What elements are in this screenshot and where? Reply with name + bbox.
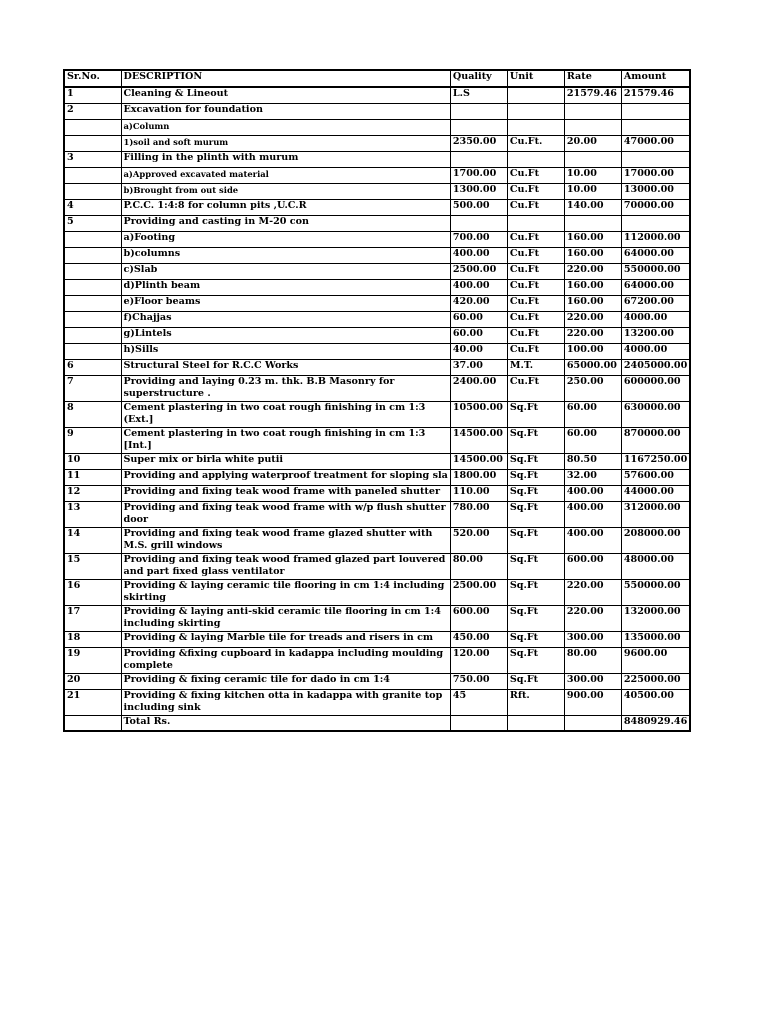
table-row — [64, 469, 690, 485]
table-row — [64, 553, 690, 579]
cell-description: g)Lintels — [121, 327, 450, 343]
cell-sr-no: 15 — [64, 553, 121, 579]
estimate-table — [63, 69, 691, 732]
table-row — [64, 295, 690, 311]
cell-description: Providing & fixing ceramic tile for dado in cm 1:4 — [121, 673, 450, 689]
table-row — [64, 453, 690, 469]
cell-sr-no — [64, 327, 121, 343]
cell-amount: 70000.00 — [621, 199, 690, 215]
cell-sr-no: 5 — [64, 215, 121, 231]
cell-sr-no: 7 — [64, 375, 121, 401]
cell-amount: 312000.00 — [621, 501, 690, 527]
cell-description: Structural Steel for R.C.C Works — [121, 359, 450, 375]
cell-quality: 700.00 — [450, 231, 507, 247]
cell-description: Providing &fixing cupboard in kadappa including moulding complete — [121, 647, 450, 673]
cell-quality — [450, 119, 507, 135]
cell-unit — [507, 103, 564, 119]
cell-quality: 400.00 — [450, 279, 507, 295]
cell-unit: M.T. — [507, 359, 564, 375]
cell-description: e)Floor beams — [121, 295, 450, 311]
cell-description: Providing & laying anti-skid ceramic tile flooring in cm 1:4 including skirting — [121, 605, 450, 631]
cell-rate: 160.00 — [564, 231, 621, 247]
cell-unit: Cu.Ft — [507, 183, 564, 199]
table-row — [64, 247, 690, 263]
cell-unit: Rft. — [507, 689, 564, 715]
cell-sr-no — [64, 263, 121, 279]
cell-quality: 450.00 — [450, 631, 507, 647]
cell-unit — [507, 215, 564, 231]
cell-description: Providing and fixing teak wood frame glazed shutter with M.S. grill windows — [121, 527, 450, 553]
cell-rate: 100.00 — [564, 343, 621, 359]
cell-amount: 64000.00 — [621, 279, 690, 295]
total-row — [64, 715, 690, 731]
cell-unit: Cu.Ft — [507, 279, 564, 295]
cell-amount: 132000.00 — [621, 605, 690, 631]
cell-sr-no: 4 — [64, 199, 121, 215]
cell-rate: 65000.00 — [564, 359, 621, 375]
cell-quality: 500.00 — [450, 199, 507, 215]
cell-description: c)Slab — [121, 263, 450, 279]
cell-quality: 780.00 — [450, 501, 507, 527]
cell-unit: Sq.Ft — [507, 453, 564, 469]
cell-quality: 45 — [450, 689, 507, 715]
cell-amount: 13200.00 — [621, 327, 690, 343]
cell-rate: 300.00 — [564, 673, 621, 689]
cell-amount: 600000.00 — [621, 375, 690, 401]
cell-description: Providing & laying ceramic tile flooring in cm 1:4 including skirting — [121, 579, 450, 605]
cell-amount: 225000.00 — [621, 673, 690, 689]
total-quality — [450, 715, 507, 731]
cell-description: Providing and fixing teak wood frame with paneled shutter — [121, 485, 450, 501]
cell-sr-no: 11 — [64, 469, 121, 485]
cell-sr-no — [64, 183, 121, 199]
cell-rate: 400.00 — [564, 501, 621, 527]
cell-description: Cleaning & Lineout — [121, 87, 450, 103]
cell-amount — [621, 119, 690, 135]
total-rate — [564, 715, 621, 731]
cell-unit: Sq.Ft — [507, 469, 564, 485]
cell-quality: 37.00 — [450, 359, 507, 375]
cell-unit: Sq.Ft — [507, 647, 564, 673]
table-row — [64, 183, 690, 199]
cell-rate: 20.00 — [564, 135, 621, 151]
cell-sr-no: 6 — [64, 359, 121, 375]
header-quality: Quality — [450, 70, 507, 87]
table-row — [64, 311, 690, 327]
cell-quality: 1700.00 — [450, 167, 507, 183]
header-unit: Unit — [507, 70, 564, 87]
header-description: DESCRIPTION — [121, 70, 450, 87]
cell-description: Providing & fixing kitchen otta in kadappa with granite top including sink — [121, 689, 450, 715]
cell-rate: 32.00 — [564, 469, 621, 485]
cell-rate: 80.50 — [564, 453, 621, 469]
header-row — [64, 70, 690, 87]
cell-description: Super mix or birla white putii — [121, 453, 450, 469]
cell-rate: 10.00 — [564, 167, 621, 183]
cell-sr-no: 19 — [64, 647, 121, 673]
table-row — [64, 401, 690, 427]
cell-amount — [621, 151, 690, 167]
header-sr-no: Sr.No. — [64, 70, 121, 87]
table-row — [64, 673, 690, 689]
cell-sr-no: 3 — [64, 151, 121, 167]
cell-unit: Sq.Ft — [507, 485, 564, 501]
cell-description: h)Sills — [121, 343, 450, 359]
cell-amount: 630000.00 — [621, 401, 690, 427]
cell-unit — [507, 119, 564, 135]
cell-description: a)Approved excavated material — [121, 167, 450, 183]
cell-rate: 140.00 — [564, 199, 621, 215]
cell-rate: 220.00 — [564, 263, 621, 279]
cell-quality: 750.00 — [450, 673, 507, 689]
cell-amount: 21579.46 — [621, 87, 690, 103]
cell-quality: L.S — [450, 87, 507, 103]
cell-amount: 135000.00 — [621, 631, 690, 647]
cell-rate: 220.00 — [564, 311, 621, 327]
cell-rate: 60.00 — [564, 427, 621, 453]
cell-sr-no — [64, 247, 121, 263]
cell-description: Excavation for foundation — [121, 103, 450, 119]
cell-rate: 220.00 — [564, 327, 621, 343]
cell-unit: Cu.Ft — [507, 343, 564, 359]
cell-rate: 10.00 — [564, 183, 621, 199]
cell-rate — [564, 103, 621, 119]
cell-quality: 14500.00 — [450, 427, 507, 453]
cell-description: Cement plastering in two coat rough finishing in cm 1:3 (Ext.] — [121, 401, 450, 427]
cell-sr-no — [64, 295, 121, 311]
cell-amount: 1167250.00 — [621, 453, 690, 469]
cell-sr-no — [64, 135, 121, 151]
cell-unit: Cu.Ft — [507, 167, 564, 183]
cell-unit: Cu.Ft — [507, 247, 564, 263]
cell-amount: 550000.00 — [621, 263, 690, 279]
cell-description: a)Column — [121, 119, 450, 135]
cell-unit — [507, 151, 564, 167]
cell-sr-no: 16 — [64, 579, 121, 605]
cell-description: Providing and laying 0.23 m. thk. B.B Masonry for superstructure . — [121, 375, 450, 401]
cell-quality: 2500.00 — [450, 579, 507, 605]
cell-quality: 420.00 — [450, 295, 507, 311]
total-label: Total Rs. — [121, 715, 450, 731]
cell-sr-no: 2 — [64, 103, 121, 119]
table-row — [64, 579, 690, 605]
cell-description: b)Brought from out side — [121, 183, 450, 199]
cell-sr-no: 10 — [64, 453, 121, 469]
cell-rate: 160.00 — [564, 279, 621, 295]
cell-unit: Sq.Ft — [507, 527, 564, 553]
cell-quality: 10500.00 — [450, 401, 507, 427]
cell-amount: 47000.00 — [621, 135, 690, 151]
cell-sr-no — [64, 311, 121, 327]
cell-description: Providing and applying waterproof treatment for sloping sla — [121, 469, 450, 485]
cell-rate: 21579.46 — [564, 87, 621, 103]
table-row — [64, 119, 690, 135]
total-amount: 8480929.46 — [621, 715, 690, 731]
cell-unit: Sq.Ft — [507, 401, 564, 427]
cell-amount: 870000.00 — [621, 427, 690, 453]
cell-description: a)Footing — [121, 231, 450, 247]
cell-unit: Sq.Ft — [507, 579, 564, 605]
cell-amount: 67200.00 — [621, 295, 690, 311]
total-sr — [64, 715, 121, 731]
cell-quality: 60.00 — [450, 327, 507, 343]
cell-unit: Cu.Ft — [507, 295, 564, 311]
cell-amount: 13000.00 — [621, 183, 690, 199]
table-row — [64, 605, 690, 631]
table-row — [64, 527, 690, 553]
cell-description: Providing and casting in M-20 con — [121, 215, 450, 231]
cell-amount: 4000.00 — [621, 311, 690, 327]
cell-rate — [564, 119, 621, 135]
cell-quality — [450, 103, 507, 119]
cell-unit: Cu.Ft — [507, 375, 564, 401]
cell-sr-no: 14 — [64, 527, 121, 553]
table-row — [64, 263, 690, 279]
cell-rate: 600.00 — [564, 553, 621, 579]
cell-rate: 80.00 — [564, 647, 621, 673]
cell-unit: Sq.Ft — [507, 427, 564, 453]
cell-unit: Cu.Ft — [507, 263, 564, 279]
table-row — [64, 689, 690, 715]
cell-description: Providing and fixing teak wood framed glazed part louvered and part fixed glass ventilator — [121, 553, 450, 579]
cell-amount: 57600.00 — [621, 469, 690, 485]
cell-rate: 160.00 — [564, 247, 621, 263]
cell-quality: 1300.00 — [450, 183, 507, 199]
cell-quality: 1800.00 — [450, 469, 507, 485]
cell-amount: 48000.00 — [621, 553, 690, 579]
cell-quality: 110.00 — [450, 485, 507, 501]
cell-unit: Sq.Ft — [507, 553, 564, 579]
table-row — [64, 631, 690, 647]
cell-rate: 400.00 — [564, 485, 621, 501]
cell-amount: 44000.00 — [621, 485, 690, 501]
cell-description: f)Chajjas — [121, 311, 450, 327]
table-row — [64, 501, 690, 527]
cell-rate: 220.00 — [564, 579, 621, 605]
table-row — [64, 485, 690, 501]
cell-description: 1)soil and soft murum — [121, 135, 450, 151]
cell-quality: 520.00 — [450, 527, 507, 553]
cell-rate: 60.00 — [564, 401, 621, 427]
cell-unit: Cu.Ft — [507, 199, 564, 215]
table-row — [64, 375, 690, 401]
cell-rate — [564, 215, 621, 231]
table-row — [64, 427, 690, 453]
cell-quality: 600.00 — [450, 605, 507, 631]
cell-sr-no — [64, 231, 121, 247]
table-row — [64, 647, 690, 673]
cell-rate: 250.00 — [564, 375, 621, 401]
cell-sr-no: 9 — [64, 427, 121, 453]
cell-unit: Sq.Ft — [507, 631, 564, 647]
cell-unit: Cu.Ft — [507, 231, 564, 247]
cell-rate: 900.00 — [564, 689, 621, 715]
cell-sr-no: 13 — [64, 501, 121, 527]
cell-sr-no — [64, 119, 121, 135]
cell-quality — [450, 215, 507, 231]
cell-amount: 64000.00 — [621, 247, 690, 263]
cell-unit: Cu.Ft — [507, 327, 564, 343]
cell-sr-no — [64, 279, 121, 295]
table-row — [64, 151, 690, 167]
cell-description: Providing and fixing teak wood frame with w/p flush shutter door — [121, 501, 450, 527]
cell-quality: 40.00 — [450, 343, 507, 359]
cell-description: P.C.C. 1:4:8 for column pits ,U.C.R — [121, 199, 450, 215]
cell-amount: 2405000.00 — [621, 359, 690, 375]
table-row — [64, 135, 690, 151]
cell-description: Cement plastering in two coat rough finishing in cm 1:3 [Int.] — [121, 427, 450, 453]
cell-sr-no: 20 — [64, 673, 121, 689]
cell-quality: 2350.00 — [450, 135, 507, 151]
cell-amount: 208000.00 — [621, 527, 690, 553]
cell-unit: Sq.Ft — [507, 501, 564, 527]
table-row — [64, 103, 690, 119]
cell-unit: Cu.Ft — [507, 311, 564, 327]
cell-amount: 4000.00 — [621, 343, 690, 359]
table-row — [64, 343, 690, 359]
cell-sr-no: 1 — [64, 87, 121, 103]
cell-sr-no: 8 — [64, 401, 121, 427]
cell-rate: 400.00 — [564, 527, 621, 553]
table-row — [64, 279, 690, 295]
cell-quality: 120.00 — [450, 647, 507, 673]
cell-sr-no: 21 — [64, 689, 121, 715]
cell-description: b)columns — [121, 247, 450, 263]
cell-sr-no: 18 — [64, 631, 121, 647]
cell-unit: Sq.Ft — [507, 605, 564, 631]
cell-amount: 550000.00 — [621, 579, 690, 605]
cell-rate: 220.00 — [564, 605, 621, 631]
cell-rate — [564, 151, 621, 167]
cell-unit: Cu.Ft. — [507, 135, 564, 151]
table-row — [64, 167, 690, 183]
cell-unit: Sq.Ft — [507, 673, 564, 689]
estimate-rows — [64, 87, 690, 715]
table-row — [64, 231, 690, 247]
cell-sr-no — [64, 167, 121, 183]
cell-unit — [507, 87, 564, 103]
cell-sr-no: 17 — [64, 605, 121, 631]
cell-quality: 80.00 — [450, 553, 507, 579]
table-row — [64, 199, 690, 215]
table-row — [64, 327, 690, 343]
cell-quality: 14500.00 — [450, 453, 507, 469]
header-amount: Amount — [621, 70, 690, 87]
table-row — [64, 359, 690, 375]
table-row — [64, 215, 690, 231]
table-row — [64, 87, 690, 103]
cell-description: Providing & laying Marble tile for treads and risers in cm — [121, 631, 450, 647]
cell-description: d)Plinth beam — [121, 279, 450, 295]
cell-amount — [621, 103, 690, 119]
cell-amount: 9600.00 — [621, 647, 690, 673]
cell-rate: 300.00 — [564, 631, 621, 647]
cell-rate: 160.00 — [564, 295, 621, 311]
cell-amount: 112000.00 — [621, 231, 690, 247]
total-unit — [507, 715, 564, 731]
cell-description: Filling in the plinth with murum — [121, 151, 450, 167]
cell-quality: 2400.00 — [450, 375, 507, 401]
cell-amount — [621, 215, 690, 231]
cell-quality: 400.00 — [450, 247, 507, 263]
cell-quality: 60.00 — [450, 311, 507, 327]
header-rate: Rate — [564, 70, 621, 87]
cell-quality — [450, 151, 507, 167]
cell-quality: 2500.00 — [450, 263, 507, 279]
cell-sr-no: 12 — [64, 485, 121, 501]
cell-amount: 40500.00 — [621, 689, 690, 715]
cell-sr-no — [64, 343, 121, 359]
cell-amount: 17000.00 — [621, 167, 690, 183]
